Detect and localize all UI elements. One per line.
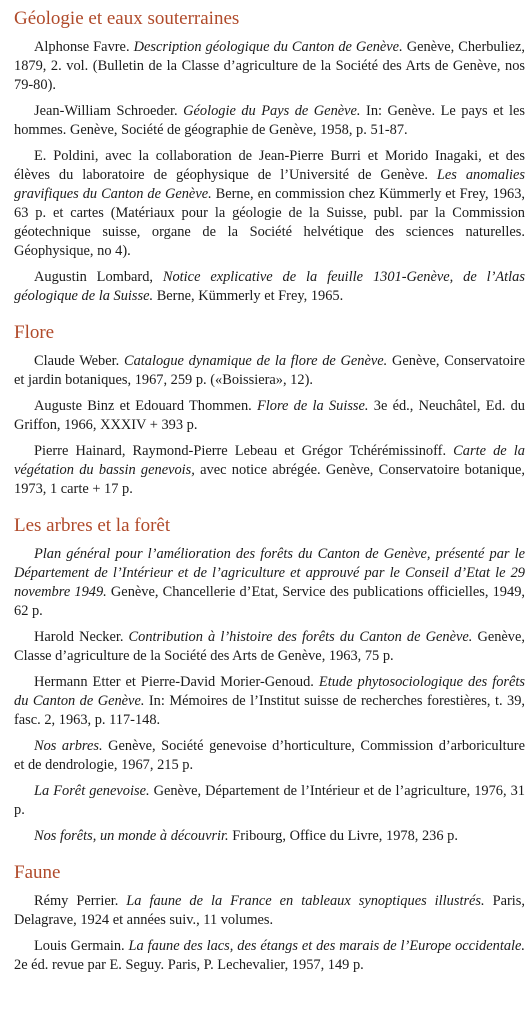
entry-details: avec notice abrégée. Genève, Conservatoire botanique, 1973, 1 carte + 17 p. bbox=[14, 462, 525, 497]
bibliography-entry bbox=[14, 38, 525, 95]
entry-details: In: Mémoires de l’Institut suisse de recherches forestières, t. 39, fasc. 2, 1963, p. 117-148. bbox=[14, 693, 525, 728]
entry-details: Genève, Société genevoise d’horticulture, Commission d’arboriculture et de dendrologie, 1967, 215 p. bbox=[14, 738, 525, 773]
entry-author: Pierre Hainard, Raymond-Pierre Lebeau et Grégor Tchérémissinoff. bbox=[34, 443, 454, 459]
bibliography-entry bbox=[14, 827, 525, 846]
bibliography-entry bbox=[14, 892, 525, 930]
entry-title: La Forêt genevoise. bbox=[34, 783, 150, 799]
entry-details: Paris, Delagrave, 1924 et années suiv., 11 volumes. bbox=[14, 893, 525, 928]
bibliography-entry bbox=[14, 782, 525, 820]
section-arbres-foret bbox=[14, 513, 525, 846]
section-title: Flore bbox=[14, 322, 55, 343]
entry-title: Description géologique du Canton de Genève. bbox=[133, 39, 403, 55]
section-title: Géologie et eaux souterraines bbox=[14, 8, 240, 29]
entry-title: Nos forêts, un monde à découvrir. bbox=[34, 828, 229, 844]
entry-title: Notice explicative de la feuille 1301-Genève, de l’Atlas géologique de la Suisse. bbox=[14, 269, 525, 304]
entry-title: Les anomalies gravifiques du Canton de Genève. bbox=[14, 167, 525, 202]
entry-author: Alphonse Favre. bbox=[34, 39, 134, 55]
bibliography-entry bbox=[14, 147, 525, 261]
entry-title: Flore de la Suisse. bbox=[256, 398, 369, 414]
section-geologie bbox=[14, 6, 525, 306]
bibliography-entry bbox=[14, 352, 525, 390]
entry-title: Carte de la végétation du bassin genevois, bbox=[14, 443, 525, 478]
bibliography-entry bbox=[14, 102, 525, 140]
entry-title: Etude phytosociologique des forêts du Canton de Genève. bbox=[14, 674, 526, 709]
entry-details: Berne, en commission chez Kümmerly et Frey, 1963, 63 p. et cartes (Matériaux pour la géologie de la Suisse, publ. par la Commission géotechnique suisse, organe de la Société helvétique des sciences naturelles. Géophysique, no 4). bbox=[14, 186, 525, 259]
bibliography-entry bbox=[14, 937, 525, 975]
entry-author: Auguste Binz et Edouard Thommen. bbox=[34, 398, 257, 414]
entry-author: Claude Weber. bbox=[34, 353, 124, 369]
bibliography-entry bbox=[14, 628, 525, 666]
entry-details: Genève, Cherbuliez, 1879, 2. vol. (Bulletin de la Classe d’agriculture de la Société des Arts de Genève, nos 79-80). bbox=[14, 39, 525, 93]
bibliography-entry bbox=[14, 737, 525, 775]
entry-details: Berne, Kümmerly et Frey, 1965. bbox=[153, 288, 344, 304]
bibliography-entry bbox=[14, 673, 525, 730]
entry-author: Hermann Etter et Pierre-David Morier-Genoud. bbox=[34, 674, 319, 690]
entry-details: 3e éd., Neuchâtel, Ed. du Griffon, 1966, XXXIV + 393 p. bbox=[14, 398, 525, 433]
entry-details: In: Genève. Le pays et les hommes. Genève, Société de géographie de Genève, 1958, p. 51-87. bbox=[14, 103, 525, 138]
section-faune bbox=[14, 860, 525, 975]
entry-details: Fribourg, Office du Livre, 1978, 236 p. bbox=[228, 828, 458, 844]
bibliography-entry bbox=[14, 268, 525, 306]
entry-title: Nos arbres. bbox=[34, 738, 103, 754]
entry-author: Jean-William Schroeder. bbox=[34, 103, 184, 119]
entry-title: La faune des lacs, des étangs et des marais de l’Europe occidentale. bbox=[128, 938, 525, 954]
entry-details: Genève, Conservatoire et jardin botaniques, 1967, 259 p. («Boissiera», 12). bbox=[14, 353, 525, 388]
entry-title: La faune de la France en tableaux synoptiques illustrés. bbox=[126, 893, 485, 909]
section-title: Les arbres et la forêt bbox=[14, 515, 171, 536]
entry-title: Plan général pour l’amélioration des forêts du Canton de Genève, présenté par le Département de l’Intérieur et de l’agriculture et approuvé par le Conseil d’Etat le 29 novembre 1949. bbox=[14, 546, 525, 600]
bibliography-entry bbox=[14, 442, 525, 499]
section-flore bbox=[14, 320, 525, 499]
entry-details: Genève, Chancellerie d’Etat, Service des publications officielles, 1949, 62 p. bbox=[14, 584, 525, 619]
entry-title: Géologie du Pays de Genève. bbox=[183, 103, 361, 119]
entry-author: Louis Germain. bbox=[34, 938, 129, 954]
entry-details: 2e éd. revue par E. Seguy. Paris, P. Lechevalier, 1957, 149 p. bbox=[14, 957, 364, 973]
entry-author: Rémy Perrier. bbox=[34, 893, 127, 909]
entry-details: Genève, Département de l’Intérieur et de l’agriculture, 1976, 31 p. bbox=[14, 783, 525, 818]
section-title: Faune bbox=[14, 862, 61, 883]
bibliography-entry bbox=[14, 545, 525, 621]
entry-title: Contribution à l’histoire des forêts du Canton de Genève. bbox=[128, 629, 473, 645]
entry-author: Harold Necker. bbox=[34, 629, 129, 645]
bibliography-entry bbox=[14, 397, 525, 435]
entry-author: Augustin Lombard, bbox=[34, 269, 163, 285]
entry-author: E. Poldini, avec la collaboration de Jean-Pierre Burri et Morido Inagaki, et des élèves du laboratoire de géophysique de l’Université de Genève. bbox=[14, 148, 525, 183]
entry-title: Catalogue dynamique de la flore de Genève. bbox=[123, 353, 388, 369]
entry-details: Genève, Classe d’agriculture de la Société des Arts de Genève, 1963, 75 p. bbox=[14, 629, 525, 664]
